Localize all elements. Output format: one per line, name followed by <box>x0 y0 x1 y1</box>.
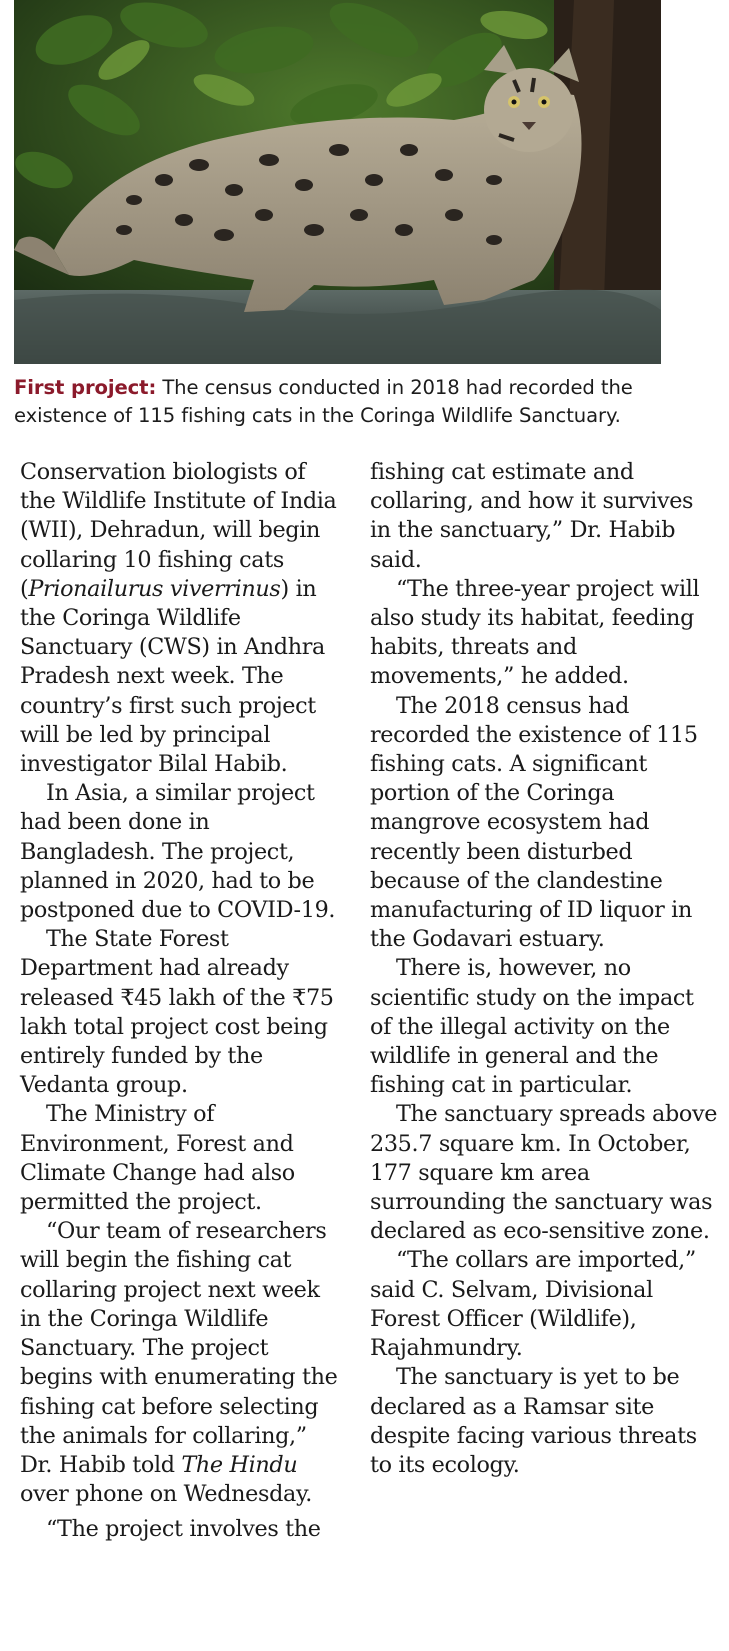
article-paragraph-continued: fishing cat estimate and collaring, and how it survives in the sanctuary,” Dr. Habib said. <box>370 459 694 573</box>
article-paragraph: There is, however, no scientific study on the impact of the illegal activity on the wildlife in general and the fishing cat in particular. <box>370 955 694 1099</box>
article-paragraph: The Ministry of Environment, Forest and Climate Change had also permitted the project. <box>20 1101 295 1216</box>
species-name: Prionailurus viverrinus <box>28 575 281 602</box>
article-column-right <box>370 458 718 1480</box>
article-paragraph: The sanctuary is yet to be declared as a Ramsar site despite facing various threats to its ecology. <box>370 1364 697 1478</box>
article-column-left <box>20 458 338 1545</box>
caption-text: The census conducted in 2018 had recorded the existence of 115 fishing cats in the Coringa Wildlife Sanctuary. <box>14 376 633 427</box>
article-paragraph: The sanctuary spreads above 235.7 square km. In October, 177 square km area surrounding the sanctuary was declared as eco-sensitive zone. <box>370 1101 718 1245</box>
article-paragraph: “The three-year project will also study its habitat, feeding habits, threats and movements,” he added. <box>370 575 700 690</box>
article-paragraph: The 2018 census had recorded the existence of 115 fishing cats. A significant portion of the Coringa mangrove ecosystem had recently been disturbed because of the clandestine manufacturing of ID liquor in the Godavari estuary. <box>370 692 698 953</box>
article-paragraph: “The project involves the <box>46 1516 321 1543</box>
article-paragraph: In Asia, a similar project had been done in Bangladesh. The project, planned in 2020, had to be postponed due to COVID-19. <box>20 780 336 924</box>
article-paragraph: Conservation biologists of the Wildlife Institute of India (WII), Dehradun, will begin collaring 10 fishing cats (Prionailurus viverrinus) in the Coringa Wildlife Sanctuary (CWS) in Andhra Pradesh next week. The country’s first such project will be led by principal investigator Bilal Habib. <box>20 459 337 778</box>
article-paragraph: “The collars are imported,” said C. Selvam, Divisional Forest Officer (Wildlife), Rajahmundry. <box>370 1247 696 1362</box>
fishing-cat-photo <box>14 0 661 364</box>
article-paragraph: The State Forest Department had already released ₹45 lakh of the ₹75 lakh total project cost being entirely funded by the Vedanta group. <box>20 926 334 1099</box>
newspaper-name: The Hindu <box>181 1451 298 1478</box>
caption-lead: First project: <box>14 376 157 399</box>
photo-caption <box>14 374 674 430</box>
article-paragraph: “Our team of researchers will begin the fishing cat collaring project next week in the Coringa Wildlife Sanctuary. The project begins with enumerating the fishing cat before selecting the animals for collaring,” Dr. Habib told The Hindu over phone on Wednesday. <box>20 1218 338 1508</box>
